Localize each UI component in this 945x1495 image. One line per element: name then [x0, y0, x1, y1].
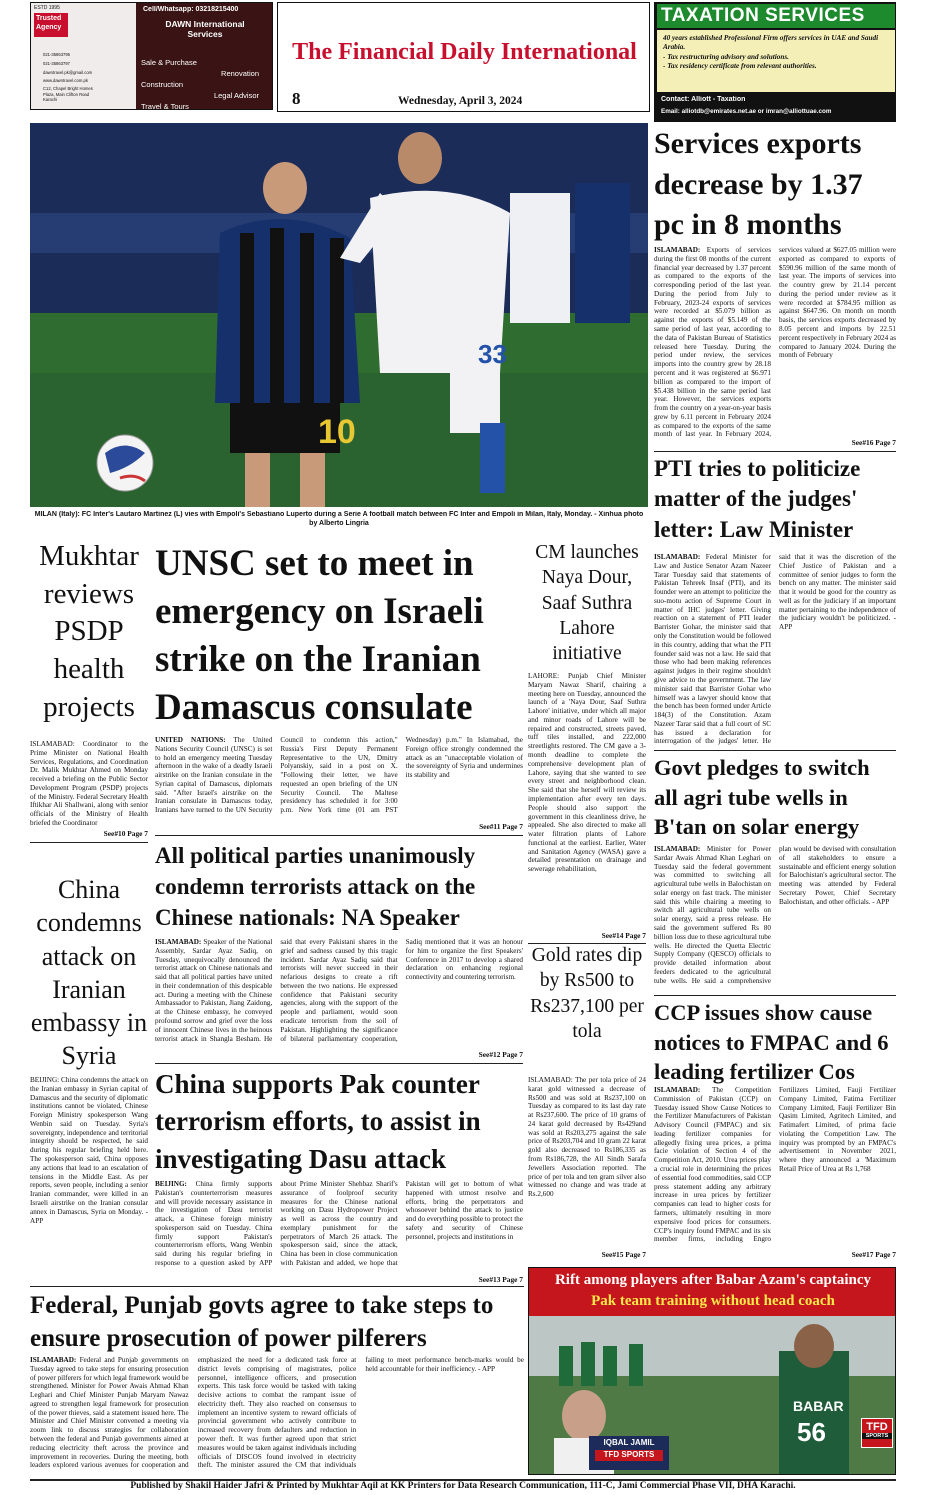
parties-body — [155, 938, 523, 1050]
china-iran-headline: China condemns attack on Iranian embassy in Syria — [30, 875, 148, 1071]
cm-text: Punjab Chief Minister Maryam Nawaz Sharif, chairing a meeting here on Tuesday, announced the launch of a 'Naya Dour, Saaf Suthra Lahore' initiative, under which all major and minor roads of Lahore will be repaired and constructed, streets paved, tuff tiles installed, and 222,000 streetlights restored. The CM gave a 3-month deadline to complete the comprehensive development plan of Lahore, saying that she wanted to see every street and neighborhood clean. She said that she herself will review its implementation after every ten days. People should also support the government in this cleanliness drive, he appealed. She also directed to make all water filtration plants of Lahore functional at the earliest. Earlier, Water and Sanitation Agency (WASA) gave a detailed presentation on drainage and sewerage rehabilitation, — [528, 672, 646, 874]
company-name-line-2: Services — [187, 29, 223, 40]
mukhtar-headline: Mukhtar reviews PSDP health projects — [39, 540, 139, 723]
sports-name-tag — [589, 1436, 669, 1470]
page-number: 8 — [292, 89, 301, 108]
service-item: Travel & Tours — [141, 101, 189, 110]
services-dateline: ISLAMABAD: — [654, 246, 701, 254]
jersey-number-33: 33 — [478, 339, 507, 369]
tax-ad-contact: Contact: Alliott - Taxation — [661, 96, 746, 103]
divider — [30, 1286, 524, 1287]
logo-text-1: TFD — [866, 1421, 888, 1433]
ccp-text: The Competition Commission of Pakistan (CCP) on Tuesday issued Show Cause Notices to the Fertilizer Manufacturers of Pakistan Advisory Council (FMPAC) and six leading fertilizer companies for allegedly fixing urea prices, a prima facie violation of Section 4 of the Competition Act, 2010. Urea prices play a crucial role in determining the prices of essential food commodities, said CCP press statement adding any arbitrary increase in urea prices by fertilizer companies can lead to higher costs for farmers, ultimately resulting in more expensive food prices for consumers. CCP's inquiry found FMPAC and its six member firms, including Engro Fertilizers Limited, Fauji Fertilizer Company Limited, Fatima Fertilizer Company Limited, Fauji Fertilizer Bin Qasim Limited, Agritech Limited, and Fatimafert Limited, of prima facie violating the Competition Law. The inquiry was prompted by an FMPAC's advertisement in November 2021, where they announced a 'Maximum Retail Price of Urea at Rs 1,768 — [654, 1086, 896, 1244]
service-item: Construction — [141, 79, 184, 89]
parties-text: Speaker of the National Assembly, Sardar Ayaz Sadiq, on Tuesday, unequivocally denounced the terrorist attack on Chinese nationals and said that all political parties have united in their condemnation of this despicable act. During a meeting with the Chinese Ambassador to Pakistan, Jiang Zaidong, at the Chinese embassy, he conveyed profound sorrow and grief over the loss of innocent Chinese lives in the heinous terrorist attack in Shangla Besham. He said that every Pakistani shares in the grief and sadness caused by this tragic incident. Sardar Ayaz Sadiq said that terrorists will never succeed in their nefarious designs to create a rift between the two nations. He expressed confidence that Pakistani security agencies, along with the support of the people and parliament, would soon eradicate terrorism from the soil of Pakistan. Highlighting the significance of bilateral parliamentary cooperation, Sadiq mentioned that it was an honour for him to organize the first Speakers' Conference in 2017 to develop a shared declaration on enhancing regional connectivity and countering terrorism. — [155, 938, 523, 1043]
mukhtar-text: Coordinator to the Prime Minister on National Health Services, Regulations, and Coordination Dr. Malik Mukhtar Ahmed on Monday received a briefing on the Public Sector Development Program (PSDP) projects of the Ministry. Federal Secretary Health Iftikhar Ali Shallwani, along with senior officials of the Ministry of Health briefed the Coordinator — [30, 740, 148, 828]
service-item: Renovation — [221, 68, 259, 78]
agri-dateline: ISLAMABAD: — [654, 845, 701, 853]
contact-website: www.dawntravel.com.pk — [43, 78, 88, 84]
parties-dateline: ISLAMABAD: — [155, 938, 202, 946]
badge-line-2: Agency — [36, 23, 62, 31]
divider — [30, 842, 148, 843]
tax-ad-email: Email: alliotdb@emirates.net.ae or imran@alliottuae.com — [661, 108, 832, 115]
masthead-title: The Financial Daily International — [292, 39, 637, 65]
tax-ad-title: TAXATION SERVICES — [657, 4, 895, 28]
issue-date: Wednesday, April 3, 2024 — [398, 95, 523, 107]
unsc-text: The United Nations Security Council (UNSC) is set to hold an emergency meeting Tuesday afternoon in the wake of a deadly Israeli airstrike on the Iranian consulate in the Syrian capital of Damascus, diplomats said. "After Israel's airstrike on the Iranian consulate in Damascus today, Iranians have turned to the UN Security Council to condemn this action," Russia's First Deputy Permanent Representative to the UN, Dmitry Polyanskiy, said in a post on X. "Following their letter, we have requested an open briefing of the UN Security Council. The Maltese presidency has scheduled it for 3:00 p.m. New York time (01 am PST Wednesday) p.m." In Islamabad, the Foreign office strongly condemned the attack as an "unacceptable violation of the sovereignty of Syria and undermines its stability and — [155, 736, 523, 815]
background-players — [510, 183, 630, 323]
tax-line: - Tax residency certificate from relevant authorities. — [663, 62, 817, 71]
ccp-body — [654, 1086, 896, 1252]
divider — [654, 995, 896, 996]
sports-banner — [529, 1268, 896, 1316]
masthead — [277, 2, 650, 112]
contact-phone-2: 021-35863797 — [43, 60, 71, 66]
china-pak-body — [155, 1180, 523, 1276]
federal-text: Federal and Punjab governments on Tuesday agreed to take steps for ensuring prosecution of power pilferers for which legal framework would be strengthened. Minister for Power Awais Ahmad Khan Leghari and Chief Minister Punjab Maryam Nawaz agreed to strengthen legal framework for prosecution of the power thieves, said a statement issued here. The Minister and Chief Minister convened a meeting via zoom link to discuss strategies for collaboration between the federal and Punjab governments aimed at reducing electricity theft across the province and improvement in recoveries. During the meeting, both leaders explored various avenues for cooperation and emphasized the need for a dedicated task force at district levels comprising of magistrates, police personnel, intelligence officers, and prosecution experts. This task force would be tasked with taking decisive actions to combat the rampant issue of electricity theft. They also reached on consensus to implement an incentive system to reward officials of provincial government who actively contribute to increased recovery from defaulters and reduction in power theft. It was further agreed upon that strict measures would be taken against individuals including officials of DISCOS found involved in electricity theft. The minister assured the CM that individuals failing to meet performance bench-marks would be held accountable for their inefficiency. - APP — [30, 1356, 524, 1470]
sports-presenter-name: IQBAL JAMIL — [603, 1438, 655, 1447]
pti-body — [654, 553, 896, 749]
jersey-name-babar: BABAR — [793, 1398, 844, 1414]
unsc-headline: UNSC set to meet in emergency on Israeli strike on the Iranian Damascus consulate — [155, 543, 484, 729]
gold-body — [528, 1076, 646, 1254]
cm-headline: CM launches Naya Dour, Saaf Suthra Lahore initiative — [535, 542, 639, 665]
mukhtar-body — [30, 740, 148, 830]
divider — [654, 451, 896, 452]
sports-channel-name: TFD SPORTS — [595, 1450, 663, 1460]
ad-company-name — [139, 19, 271, 39]
unsc-body — [155, 736, 523, 820]
gold-headline: Gold rates dip by Rs500 to Rs237,100 per tola — [530, 945, 644, 1043]
services-text: Exports of services during the first 08 months of the current financial year decreased by 1.37 percent as compared to the exports of the corresponding period of the last year. During the period from July to February, 2023-24 exports of services were recorded at $5.079 billion as against the exports of $5.149 of the same period of last year, according to the data of Pakistan Bureau of Statistics released here Tuesday. During the period under review, the services imports into the country grew by 28.18 percent and it was registered at $6.971 billion as compared to the import of $5.438 billion in the same period last year. However, the services exports from the country on a year-on-year basis grew by 6.11 percent in February 2024 as compared to the exports of the same month of last year. In February 2024, services valued at $627.05 million were exported as compared to exports of $590.96 million of the same month of last year. The imports of services into the country grew by 21.14 percent during the period under review as it were recorded at $784.95 million as against $647.96. On month on month basis, the services exports decreased by 8.05 percent and imports by 22.51 percent respectively in February 2024 as compared to January 2024. During the month of February — [654, 246, 896, 439]
unsc-see: See#11 Page 7 — [479, 822, 523, 831]
dawn-ad — [30, 2, 273, 110]
unsc-dateline: UNITED NATIONS: — [155, 736, 226, 744]
divider — [155, 835, 523, 836]
badge-line-1: Trusted — [36, 15, 62, 22]
ad-services-list — [141, 58, 269, 110]
ad-contacts — [43, 51, 103, 103]
gold-dateline: ISLAMABAD: — [528, 1076, 573, 1084]
logo-text-2: SPORTS — [862, 1433, 892, 1439]
divider — [155, 1063, 523, 1064]
trusted-badge — [34, 13, 68, 37]
estd-label: ESTD 1995 — [34, 5, 60, 11]
mukhtar-dateline: ISLAMABAD: — [30, 740, 75, 748]
china-iran-dateline: BEIJING: — [30, 1076, 60, 1084]
pti-text: Federal Minister for Law and Justice Senator Azam Nazeer Tarar Tuesday said that statements of Pakistan Tehreek Insaf (PTI), and its founder were an attempt to politicize the suo-motu action of Supreme Court in matter of IHC judges' letter. Giving reaction on a statement of PTI leader Barrister Gohar, the minister said that only the Constitution would be followed in this country, adding that what the PTI founder said was not a law. He said that those who had been making references against judges in their regime shouldn't give advice to the government. The law minister said that Barrister Gohar who himself was a lawyer should know that the bench has been formed under Article 184(3) of the Constitution. Azam Nazeer Tarar said that a full court of SC has issued a declaration for interrogation of the judges' letter. He said that it was the discretion of the Chief Justice of Pakistan and a committee of senior judges to form the bench on any matter. The minister said that it would be good for the country as well as for the judiciary if an important matter pertaining to the independence of the judiciary wouldn't be politicized. - APP — [654, 553, 896, 746]
services-headline: Services exports decrease by 1.37 pc in 8 months — [654, 127, 863, 241]
footer-imprint: Published by Shakil Haider Jafri & Printed by Mukhtar Aqil at KK Printers for Data Research Communication, 111-C, Jami Commercial Phase VII, DHA Karachi. — [130, 1481, 796, 1491]
agri-headline: Govt pledges to switch all agri tube wells in B'tan on solar energy — [654, 755, 870, 840]
service-item: Sale & Purchase — [141, 58, 197, 67]
main-photo — [30, 123, 648, 507]
cm-body — [528, 672, 646, 930]
agri-body — [654, 845, 896, 993]
sports-headline-1: Rift among players after Babar Azam's captaincy — [554, 1272, 872, 1288]
cm-dateline: LAHORE: — [528, 672, 560, 680]
federal-headline: Federal, Punjab govts agree to take steps to ensure prosecution of power pilferers — [30, 1292, 494, 1352]
sports-box — [528, 1267, 896, 1475]
parties-headline: All political parties unanimously condemn terrorists attack on the Chinese nationals: NA Speaker — [155, 843, 476, 931]
tax-line: 40 years established Professional Firm offers services in UAE and Saudi Arabia. — [663, 34, 879, 52]
china-iran-body — [30, 1076, 148, 1246]
tax-ad — [654, 2, 896, 122]
pti-headline: PTI tries to politicize matter of the judges' letter: Law Minister — [654, 456, 861, 542]
china-pak-text: China firmly supports Pakistan's counterterrorism measures and will provide necessary assistance in the investigation of Dasu terrorist attack, a Chinese foreign ministry spokesperson said on Tuesday. China firmly support Pakistan's counterterrorism efforts, Wang Wenbin said during his regular briefing in response to a question asked by APP about Prime Minister Shehbaz Sharif's assurance of foolproof security measures for the Chinese national working on Dasu Hydropower Project as well as across the country and exemplary punishment for the perpetrators of March 26 attack. The spokesperson said, since the attack, China has been in close communication with Pakistan and added, we hope that Pakistan will get to bottom of what happened with utmost resolve and efforts, bring the perpetrators and whosoever behind the attack to justice and do everything possible to protect the safety and security of Chinese personnel, projects and institutions in — [155, 1180, 523, 1268]
china-iran-text: China condemns the attack on the Iranian embassy in Syrian capital of Damascus and the security of diplomatic institutions cannot be violated, Chinese Foreign Ministry spokesperson Wang Wenbin said on Tuesday. Syria's sovereignty, independence and territorial integrity should be respected, he said during his regular briefing held here. The spokesperson said, China opposes any actions that lead to an escalation of tensions in the Middle East. As per reports, seven people, including a senior Iranian commander, were killed in an Israeli airstrike on the Iranian consular annex in Damascus, Syria on Monday. - APP — [30, 1076, 148, 1225]
ccp-see: See#17 Page 7 — [851, 1250, 896, 1259]
mukhtar-see: See#10 Page 7 — [103, 829, 148, 838]
ad-phone: Cell/Whatsapp: 03218215400 — [143, 6, 239, 13]
tax-ad-body — [657, 30, 895, 92]
services-body — [654, 246, 896, 442]
federal-dateline: ISLAMABAD: — [30, 1356, 77, 1364]
cm-see: See#14 Page 7 — [601, 931, 646, 940]
jersey-number-56: 56 — [797, 1417, 826, 1447]
tfd-sports-logo — [861, 1418, 893, 1448]
agri-text: Minister for Power Sardar Awais Ahmad Khan Leghari on Tuesday said the federal government was committed to switching all agricultural tube wells in Balochistan on solar energy on fast track. The minister said this while chairing a meeting to switch all agricultural tube wells on solar energy, said a press release. He said the government suffered Rs 80 billion loss due to these agricultural tube wells. He directed the Quetta Electric Supply Company (QESCO) officials to provide detailed information about feeders dedicated to the agricultural tube wells. He said a comprehensive plan would be devised with consultation of all stakeholders to ensure a sustainable and efficient energy solution for Balochistan's agricultural sector. The meeting was attended by Federal Secretary Power, Chief Secretary Balochistan, and other officials. - APP — [654, 845, 896, 985]
football-scene-illustration — [30, 123, 648, 507]
divider — [654, 750, 896, 751]
pti-dateline: ISLAMABAD: — [654, 553, 701, 561]
china-pak-dateline: BEIJING: — [155, 1180, 187, 1188]
contact-address: C12, Chapel Bright Homes Plaza, Main Clifton Road Karachi — [43, 86, 93, 103]
contact-email: dawntravel.pk@gmail.com — [43, 69, 93, 75]
service-item: Legal Advisor — [213, 90, 259, 100]
jersey-number-10: 10 — [318, 413, 356, 451]
china-pak-see: See#13 Page 7 — [478, 1275, 523, 1284]
company-name-line-1: DAWN International — [165, 19, 245, 29]
china-pak-headline: China supports Pak counter terrorism efforts, to assist in investigating Dasu attack — [155, 1069, 481, 1174]
tax-line: - Tax restructuring advisory and solutions. — [663, 52, 789, 61]
gold-see: See#15 Page 7 — [601, 1250, 646, 1259]
main-photo-caption: MILAN (Italy): FC Inter's Lautaro Martinez (L) vies with Empoli's Sebastiano Luperto during a Serie A football match between FC Inter and Empoli in Milan, Italy, Monday. - Xinhua photo by Alberto Lingria — [34, 511, 644, 527]
federal-body — [30, 1356, 524, 1474]
ccp-dateline: ISLAMABAD: — [654, 1086, 701, 1094]
services-see: See#16 Page 7 — [851, 438, 896, 447]
gold-text: The per tola price of 24 karat gold witnessed a decrease of Rs500 and was sold at Rs237,100 on Tuesday as compared to its last day rate at Rs237,600. The price of 10 grams of 24 karat gold decreased by Rs429and was sold at Rs203,275 against the sale price of Rs203,704 and 10 gram 22 karat gold also decreased to Rs186,335 as from Rs186,728, the All Sindh Sarafa Jewellers Association reported. The price of per tola and ten gram silver also witnessed no change and was trade at Rs.2,600 — [528, 1076, 646, 1199]
contact-phone-1: 021-35863795 — [43, 52, 71, 57]
sports-headline-2: Pak team training without head coach — [591, 1293, 835, 1309]
football — [97, 435, 153, 491]
sports-photo-illustration — [529, 1316, 895, 1474]
ccp-headline: CCP issues show cause notices to FMPAC and 6 leading fertilizer Cos — [654, 1000, 889, 1085]
parties-see: See#12 Page 7 — [478, 1050, 523, 1059]
